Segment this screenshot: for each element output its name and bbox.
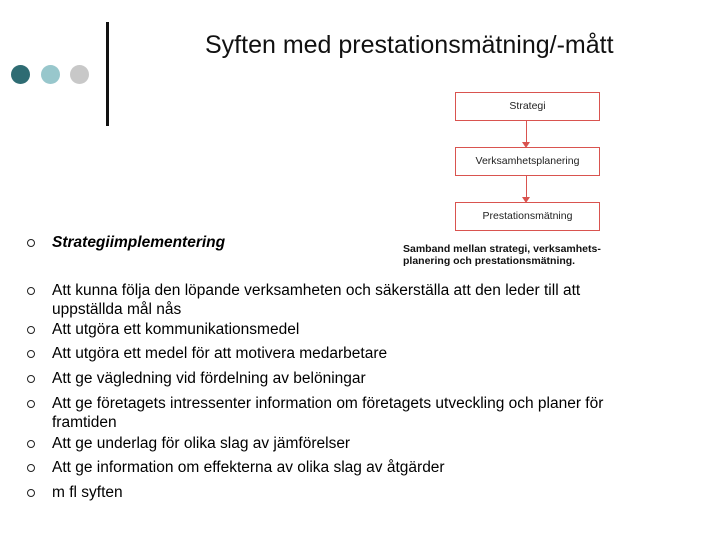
diagram-box-strategi: Strategi: [455, 92, 600, 121]
list-item-text: m fl syften: [52, 484, 123, 501]
decor-dot-dark: [11, 65, 30, 84]
bullet-circle-icon: [27, 464, 35, 472]
bullet-circle-icon: [27, 375, 35, 383]
list-item: [52, 394, 603, 432]
list-item-text: Att utgöra ett medel för att motivera medarbetare: [52, 345, 388, 362]
diagram-arrow: [526, 175, 527, 197]
flow-diagram: [455, 92, 600, 228]
list-item-text: framtiden: [52, 414, 117, 431]
list-item-text: uppställda mål nås: [52, 301, 182, 318]
diagram-arrow: [526, 120, 527, 142]
list-item: [52, 369, 366, 388]
bullet-circle-icon: [27, 489, 35, 497]
list-item: [52, 458, 445, 477]
list-item: [52, 320, 299, 339]
diagram-caption: [403, 243, 663, 267]
list-item-text: Att kunna följa den löpande verksamheten och säkerställa att den leder till att: [52, 282, 581, 299]
decor-vertical-bar: [106, 22, 109, 126]
caption-line: Samband mellan strategi, verksamhets-: [403, 243, 601, 255]
list-item: [52, 344, 387, 363]
diagram-box-verksamhetsplanering: Verksamhetsplanering: [455, 147, 600, 176]
list-item-text: Att ge underlag för olika slag av jämförelser: [52, 435, 351, 452]
list-item: [52, 233, 225, 252]
bullet-circle-icon: [27, 350, 35, 358]
list-item: [52, 434, 350, 453]
bullet-circle-icon: [27, 287, 35, 295]
bullet-circle-icon: [27, 400, 35, 408]
decor-dot-light: [41, 65, 60, 84]
list-item-text: Att ge företagets intressenter information om företagets utveckling och planer för: [52, 395, 604, 412]
decor-dot-gray: [70, 65, 89, 84]
list-item-text: Att ge information om effekterna av olika slag av åtgärder: [52, 459, 445, 476]
list-item-text: Att utgöra ett kommunikationsmedel: [52, 321, 300, 338]
bullet-circle-icon: [27, 326, 35, 334]
caption-line: planering och prestationsmätning.: [403, 255, 576, 267]
bullet-circle-icon: [27, 440, 35, 448]
list-item: [52, 483, 123, 502]
diagram-box-prestationsmatning: Prestationsmätning: [455, 202, 600, 231]
bullet-circle-icon: [27, 239, 35, 247]
list-item-text: Att ge vägledning vid fördelning av belöningar: [52, 370, 366, 387]
list-item-text: Strategiimplementering: [52, 234, 226, 251]
page-title: Syften med prestationsmätning/-mått: [205, 31, 614, 59]
list-item: [52, 281, 580, 319]
